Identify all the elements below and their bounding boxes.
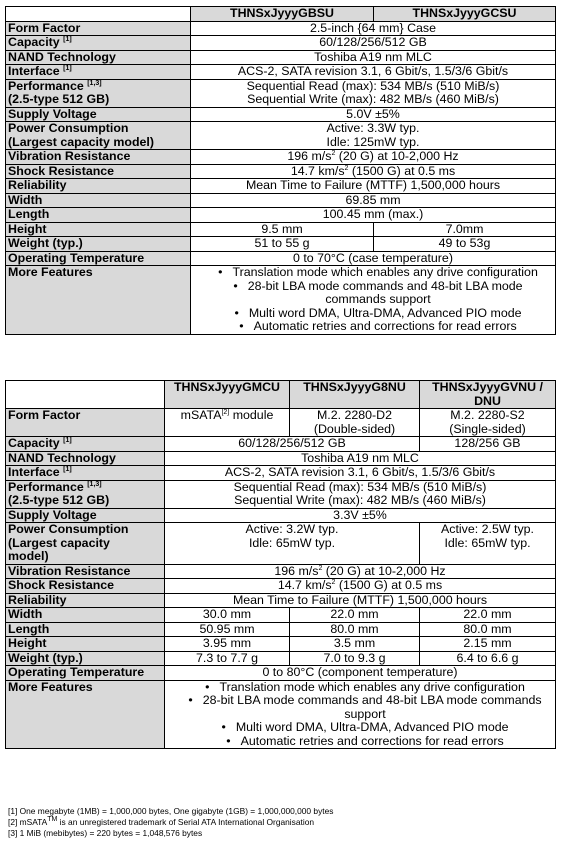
row-label-interface: Interface [1] (6, 65, 191, 80)
row-label-length: Length (6, 208, 191, 223)
table-row (6, 36, 556, 51)
table-row (6, 208, 556, 223)
row-label-performance: Performance [1,3] (2.5-type 512 GB) (6, 79, 191, 107)
footnote-3: [3] 1 MiB (mebibytes) = 220 bytes = 1,048,576 bytes (8, 828, 203, 838)
header-model-gmcu: THNSxJyyyGMCU (165, 381, 290, 409)
table-row (6, 437, 556, 452)
capacity-value-gmcu-g8nu: 60/128/256/512 GB (165, 437, 420, 452)
table-header-row (6, 381, 556, 409)
weight-value-gvnu: 6.4 to 6.6 g (420, 651, 556, 666)
reliability-value: Mean Time to Failure (MTTF) 1,500,000 hours (191, 179, 556, 194)
header-blank (6, 381, 165, 409)
table-header-row (6, 7, 556, 22)
table-row (6, 107, 556, 122)
table-row (6, 651, 556, 666)
table-row (6, 251, 556, 266)
table-row (6, 222, 556, 237)
table-row (6, 466, 556, 481)
header-model-g8nu: THNSxJyyyG8NU (290, 381, 420, 409)
list-item: • Multi word DMA, Ultra-DMA, Advanced PIO mode (193, 307, 553, 321)
length-value: 100.45 mm (max.) (191, 208, 556, 223)
table-row (6, 579, 556, 594)
row-label-height: Height (6, 637, 165, 652)
nand-value: Toshiba A19 nm MLC (191, 50, 556, 65)
table-row (6, 666, 556, 681)
header-model-gvnu-dnu: THNSxJyyyGVNU / DNU (420, 381, 556, 409)
width-value-gmcu: 30.0 mm (165, 608, 290, 623)
row-label-nand: NAND Technology (6, 451, 165, 466)
row-label-features: More Features (6, 266, 191, 335)
row-label-weight: Weight (typ.) (6, 651, 165, 666)
row-label-interface: Interface [1] (6, 466, 165, 481)
capacity-value: 60/128/256/512 GB (191, 36, 556, 51)
vibration-value: 196 $m/s^2$ (20 G) at 10-2,000 Hz (191, 150, 556, 165)
table-row (6, 593, 556, 608)
shock-value: 14.7 $km/s^2$ (1500 G) at 0.5 ms (165, 579, 556, 594)
table-row (6, 237, 556, 252)
footnote-2: [2] mSATA™ is an unregistered trademark of Serial ATA International Organisation (8, 816, 315, 827)
weight-value-gmcu: 7.3 to 7.7 g (165, 651, 290, 666)
form-factor-value-gvnu: M.2. 2280-S2 (Single-sided) (420, 409, 556, 437)
performance-value: Sequential Read (max): 534 MB/s (510 MiB/s) Sequential Write (max): 482 MB/s (460 MiB/s) (165, 480, 556, 508)
form-factor-value-g8nu: M.2. 2280-D2 (Double-sided) (290, 409, 420, 437)
table-row (6, 193, 556, 208)
width-value-g8nu: 22.0 mm (290, 608, 420, 623)
list-item: • Multi word DMA, Ultra-DMA, Advanced PIO mode (167, 721, 553, 735)
power-value-gmcu-g8nu: Active: 3.2W typ. Idle: 65mW typ. (165, 523, 420, 565)
supply-voltage-value: 3.3V ±5% (165, 508, 556, 523)
table-row (6, 164, 556, 179)
table-row (6, 50, 556, 65)
interface-value: ACS-2, SATA revision 3.1, 6 Gbit/s, 1.5/3/6 Gbit/s (191, 65, 556, 80)
height-value-g8nu: 3.5 mm (290, 637, 420, 652)
table-row (6, 564, 556, 579)
table-row (6, 637, 556, 652)
row-label-capacity: Capacity [1] (6, 36, 191, 51)
length-value-g8nu: 80.0 mm (290, 622, 420, 637)
width-value-gvnu: 22.0 mm (420, 608, 556, 623)
feature-list (167, 681, 553, 749)
row-label-form-factor: Form Factor (6, 409, 165, 437)
spec-table-2-5-inch (5, 6, 556, 335)
performance-value: Sequential Read (max): 534 MB/s (510 MiB/s) Sequential Write (max): 482 MB/s (460 MiB/s) (191, 79, 556, 107)
table-row (6, 508, 556, 523)
row-label-nand: NAND Technology (6, 50, 191, 65)
table-row (6, 150, 556, 165)
table-row (6, 409, 556, 437)
row-label-width: Width (6, 608, 165, 623)
list-item: • Automatic retries and corrections for read errors (193, 320, 553, 334)
vibration-value: 196 $m/s^2$ (20 G) at 10-2,000 Hz (165, 564, 556, 579)
height-value-gbsu: 9.5 mm (191, 222, 374, 237)
table-row (6, 65, 556, 80)
row-label-shock: Shock Resistance (6, 579, 165, 594)
row-label-vibration: Vibration Resistance (6, 564, 165, 579)
feature-list (193, 266, 553, 334)
row-label-length: Length (6, 622, 165, 637)
temperature-value: 0 to 80°C (component temperature) (165, 666, 556, 681)
weight-value-g8nu: 7.0 to 9.3 g (290, 651, 420, 666)
capacity-value-gvnu: 128/256 GB (420, 437, 556, 452)
form-factor-value: 2.5-inch {64 mm} Case (191, 21, 556, 36)
header-model-gcsu: THNSxJyyyGCSU (374, 7, 556, 22)
table-row (6, 451, 556, 466)
height-value-gmcu: 3.95 mm (165, 637, 290, 652)
features-value (191, 266, 556, 335)
spec-table-msata-m2 (5, 380, 556, 749)
interface-value: ACS-2, SATA revision 3.1, 6 Gbit/s, 1.5/3/6 Gbit/s (165, 466, 556, 481)
row-label-vibration: Vibration Resistance (6, 150, 191, 165)
table-row (6, 680, 556, 749)
temperature-value: 0 to 70°C (case temperature) (191, 251, 556, 266)
row-label-reliability: Reliability (6, 179, 191, 194)
width-value: 69.85 mm (191, 193, 556, 208)
nand-value: Toshiba A19 nm MLC (165, 451, 556, 466)
table-row (6, 608, 556, 623)
row-label-weight: Weight (typ.) (6, 237, 191, 252)
table-row (6, 622, 556, 637)
row-label-capacity: Capacity [1] (6, 437, 165, 452)
row-label-temperature: Operating Temperature (6, 666, 165, 681)
form-factor-value-gmcu: mSATA[2] module (165, 409, 290, 437)
reliability-value: Mean Time to Failure (MTTF) 1,500,000 hours (165, 593, 556, 608)
table-row (6, 523, 556, 565)
list-item: • Translation mode which enables any drive configuration (193, 266, 553, 280)
row-label-form-factor: Form Factor (6, 21, 191, 36)
table-row (6, 122, 556, 150)
power-value-gvnu: Active: 2.5W typ. Idle: 65mW typ. (420, 523, 556, 565)
height-value-gvnu: 2.15 mm (420, 637, 556, 652)
table-row (6, 21, 556, 36)
row-label-reliability: Reliability (6, 593, 165, 608)
power-value: Active: 3.3W typ. Idle: 125mW typ. (191, 122, 556, 150)
row-label-power: Power Consumption (Largest capacity model) (6, 523, 165, 565)
row-label-performance: Performance [1,3] (2.5-type 512 GB) (6, 480, 165, 508)
row-label-width: Width (6, 193, 191, 208)
row-label-shock: Shock Resistance (6, 164, 191, 179)
table-row (6, 480, 556, 508)
list-item: • Automatic retries and corrections for read errors (167, 735, 553, 749)
row-label-supply-voltage: Supply Voltage (6, 107, 191, 122)
list-item: • 28-bit LBA mode commands and 48-bit LBA mode commands support (193, 280, 553, 307)
weight-value-gcsu: 49 to 53g (374, 237, 556, 252)
table-row (6, 179, 556, 194)
length-value-gvnu: 80.0 mm (420, 622, 556, 637)
row-label-height: Height (6, 222, 191, 237)
list-item: • Translation mode which enables any drive configuration (167, 681, 553, 695)
list-item: • 28-bit LBA mode commands and 48-bit LBA mode commands support (167, 694, 553, 721)
features-value (165, 680, 556, 749)
header-model-gbsu: THNSxJyyyGBSU (191, 7, 374, 22)
footnote-1: [1] One megabyte (1MB) = 1,000,000 bytes, One gigabyte (1GB) = 1,000,000,000 bytes (8, 806, 334, 816)
height-value-gcsu: 7.0mm (374, 222, 556, 237)
footnotes (8, 806, 333, 839)
row-label-features: More Features (6, 680, 165, 749)
weight-value-gbsu: 51 to 55 g (191, 237, 374, 252)
table-row (6, 79, 556, 107)
supply-voltage-value: 5.0V ±5% (191, 107, 556, 122)
row-label-temperature: Operating Temperature (6, 251, 191, 266)
row-label-supply-voltage: Supply Voltage (6, 508, 165, 523)
length-value-gmcu: 50.95 mm (165, 622, 290, 637)
table-row (6, 266, 556, 335)
shock-value: 14.7 $km/s^2$ (1500 G) at 0.5 ms (191, 164, 556, 179)
row-label-power: Power Consumption (Largest capacity model) (6, 122, 191, 150)
header-blank (6, 7, 191, 22)
